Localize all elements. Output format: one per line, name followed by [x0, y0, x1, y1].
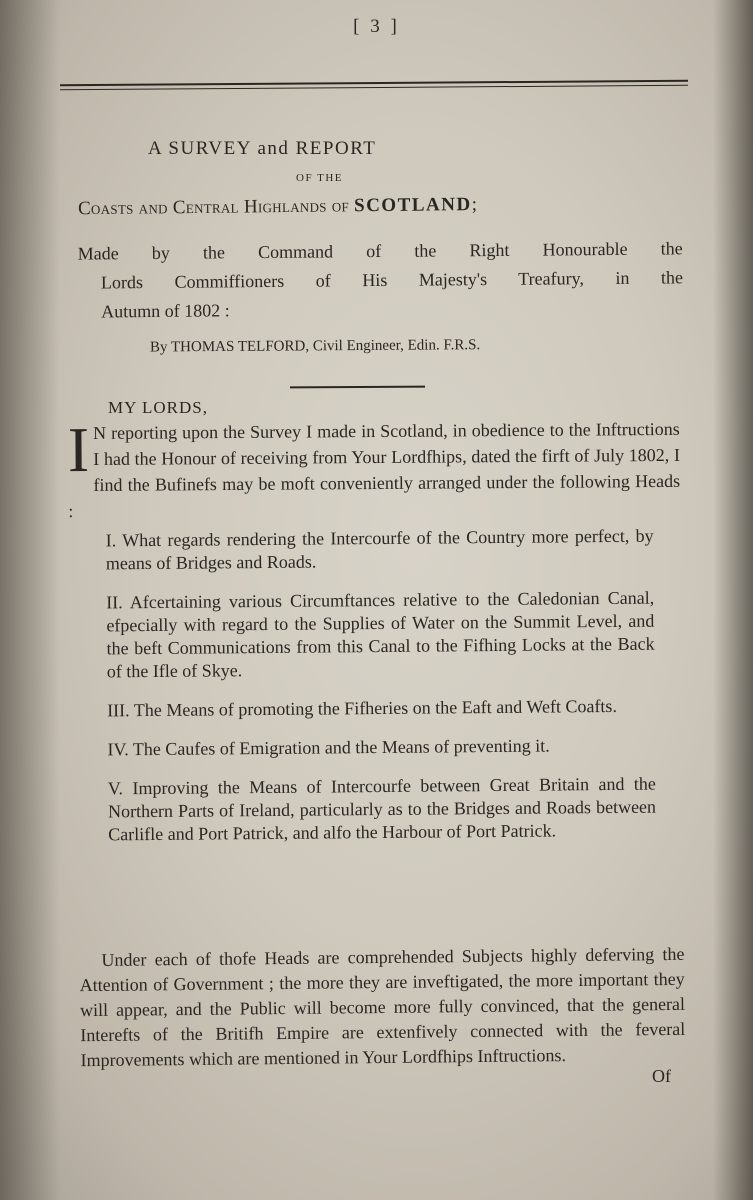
header-rule-thin — [60, 85, 688, 90]
head-text: Afcertaining various Circumftances relative to the Caledonian Canal, efpecially with regard to the Supplies of Water on the Summit Level, and the beft Communications from this Canal to the Fifhing Locks at the Back of the Ifle of Skye. — [106, 587, 655, 682]
page-number: [ 3 ] — [353, 16, 400, 37]
page-edge-shadow — [713, 0, 753, 1200]
head-text: What regards rendering the Intercourfe of the Country more perfect, by means of Bridges and Roads. — [105, 525, 654, 574]
head-item — [107, 734, 655, 762]
commission-line-3: Autumn of 1802 : — [101, 300, 230, 322]
section-divider — [290, 386, 425, 389]
head-item — [107, 695, 655, 723]
head-item — [106, 525, 654, 576]
catchword: Of — [652, 1066, 671, 1086]
head-number: I. — [105, 530, 117, 551]
heads-list — [106, 525, 657, 863]
title-line-3 — [78, 192, 688, 220]
author-byline: By THOMAS TELFORD, Civil Engineer, Edin. F.R.S. — [149, 337, 481, 356]
head-number: V. — [107, 778, 124, 799]
drop-cap: I — [67, 413, 90, 486]
title-scotland: SCOTLAND — [353, 194, 472, 217]
commission-line-1: Made by the Command of the Right Honourable the — [77, 238, 683, 264]
commission-line-2: Lords Commiffioners of His Majesty's Treafury, in the — [100, 267, 684, 293]
salutation: MY LORDS, — [108, 398, 208, 417]
closing-paragraph — [79, 942, 685, 1073]
head-number: III. — [107, 700, 130, 721]
head-item — [106, 587, 655, 684]
page-gutter-shadow — [0, 0, 60, 1200]
head-text: The Means of promoting the Fifheries on the Eaft and Weft Coafts. — [133, 695, 617, 721]
head-number: IV. — [107, 739, 129, 760]
title-semicolon: ; — [471, 194, 478, 216]
head-text: The Caufes of Emigration and the Means of preventing it. — [132, 735, 550, 760]
head-item — [108, 773, 657, 847]
title-line-2: OF THE — [296, 172, 343, 184]
head-number: II. — [106, 592, 123, 613]
title-line-1: A SURVEY and REPORT — [148, 138, 377, 159]
intro-paragraph — [67, 413, 681, 524]
head-text: Improving the Means of Intercourfe between Great Britain and the Northern Parts of Ireland, particularly as to the Bridges and Roads between Carlifle and Port Patrick, and alfo the Harbour of Port Patrick. — [107, 773, 657, 845]
commission-statement — [78, 234, 684, 326]
intro-text: N reporting upon the Survey I made in Scotland, in obedience to the Inftructions I had the Honour of receiving from Your Lordfhips, dated the firft of July 1802, I find the Bufinefs may be moft conveniently arranged under the following Heads : — [68, 418, 681, 522]
closing-text: Under each of thofe Heads are comprehended Subjects highly deferving the Attention of Government ; the more they are inveftigated, the more important they will appear, and the Public will become more fully convinced, that the general Interefts of the Britifh Empire are extenfively connected with the feveral Improvements which are mentioned in Your Lordfhips Inftructions. — [79, 943, 686, 1071]
title-coasts-highlands: Coasts and Central Highlands of — [77, 195, 355, 220]
